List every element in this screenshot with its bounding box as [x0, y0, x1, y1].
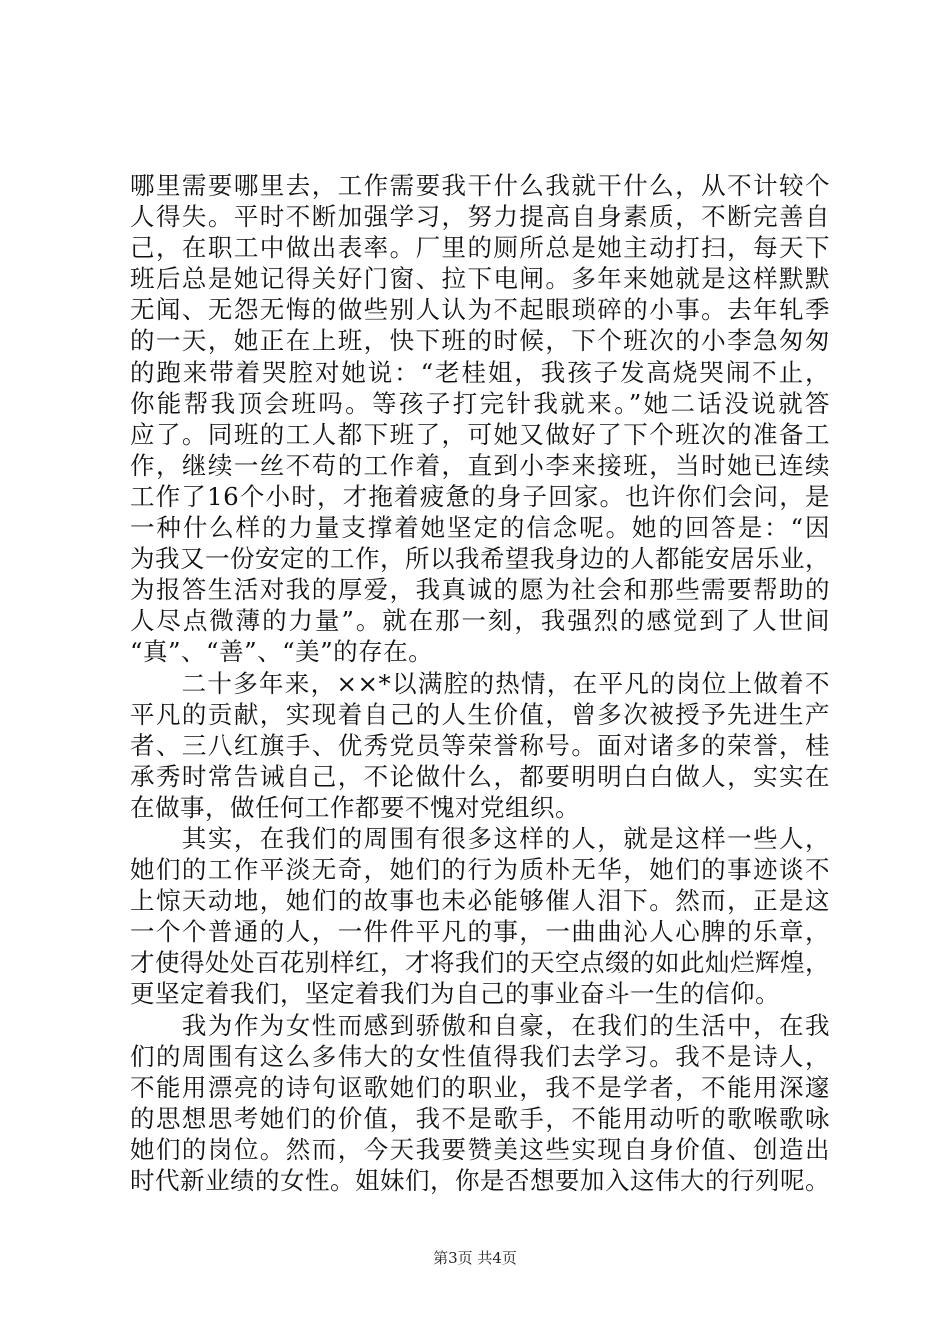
text-line: 更坚定着我们，坚定着我们为自己的事业奋斗一生的信仰。	[130, 979, 780, 1009]
page-footer	[0, 1248, 950, 1268]
text-line: 时代新业绩的女性。姐妹们，你是否想要加入这伟大的行列呢。	[130, 1166, 830, 1195]
text-line: 承秀时常告诫自己，不论做什么，都要明明白白做人，实实在	[130, 761, 830, 791]
text-line: 的跑来带着哭腔对她说：“老桂姐，我孩子发高烧哭闹不止，	[130, 357, 830, 387]
text-line: 者、三八红旗手、优秀党员等荣誉称号。面对诸多的荣誉，桂	[130, 730, 830, 760]
document-body	[130, 170, 830, 1196]
text-line: 们的周围有这么多伟大的女性值得我们去学习。我不是诗人，	[130, 1041, 830, 1071]
text-line: 无闻、无怨无悔的做些别人认为不起眼琐碎的小事。去年轧季	[130, 295, 830, 325]
text-line: 上惊天动地，她们的故事也未必能够催人泪下。然而，正是这	[130, 886, 830, 916]
text-line: 工作了16个小时，才拖着疲惫的身子回家。也许你们会问，是	[130, 481, 830, 511]
text-line: 在做事，做任何工作都要不愧对党组织。	[130, 792, 580, 822]
text-line: 人得失。平时不断加强学习，努力提高自身素质，不断完善自	[130, 202, 830, 232]
text-line: 她们的岗位。然而，今天我要赞美这些实现自身价值、创造出	[130, 1134, 830, 1164]
text-line: 一种什么样的力量支撑着她坚定的信念呢。她的回答是：“因	[130, 513, 830, 543]
text-line: 其实，在我们的周围有很多这样的人，就是这样一些人，	[130, 823, 830, 853]
text-line: 她们的工作平淡无奇，她们的行为质朴无华，她们的事迹谈不	[130, 855, 830, 885]
text-line: 平凡的贡献，实现着自己的人生价值，曾多次被授予先进生产	[130, 699, 830, 729]
text-line: 为报答生活对我的厚爱，我真诚的愿为社会和那些需要帮助的	[130, 575, 830, 605]
page-number: 第3页 共4页	[433, 1249, 517, 1267]
text-line: 的一天，她正在上班，快下班的时候，下个班次的小李急匆匆	[130, 326, 830, 356]
text-line: 哪里需要哪里去，工作需要我干什么我就干什么，从不计较个	[130, 171, 830, 200]
text-line: 二十多年来，××*以满腔的热情，在平凡的岗位上做着不	[130, 668, 830, 698]
text-line: 人尽点微薄的力量”。就在那一刻，我强烈的感觉到了人世间	[130, 606, 830, 636]
text-line: 我为作为女性而感到骄傲和自豪，在我们的生活中，在我	[130, 1010, 830, 1040]
text-line: 应了。同班的工人都下班了，可她又做好了下个班次的准备工	[130, 419, 830, 449]
text-line: 不能用漂亮的诗句讴歌她们的职业，我不是学者，不能用深邃	[130, 1072, 830, 1102]
text-line: 为我又一份安定的工作，所以我希望我身边的人都能安居乐业，	[130, 544, 830, 574]
text-line: 己，在职工中做出表率。厂里的厕所总是她主动打扫，每天下	[130, 233, 830, 263]
text-line: 作，继续一丝不苟的工作着，直到小李来接班，当时她已连续	[130, 450, 830, 480]
text-line: 你能帮我顶会班吗。等孩子打完针我就来。”她二话没说就答	[130, 388, 830, 418]
text-line: 班后总是她记得关好门窗、拉下电闸。多年来她就是这样默默	[130, 264, 830, 294]
text-line: 一个个普通的人，一件件平凡的事，一曲曲沁人心脾的乐章，	[130, 917, 830, 947]
text-line: 才使得处处百花别样红，才将我们的天空点缀的如此灿烂辉煌，	[130, 948, 830, 978]
text-line: “真”、“善”、“美”的存在。	[130, 637, 434, 667]
text-line: 的思想思考她们的价值，我不是歌手，不能用动听的歌喉歌咏	[130, 1103, 830, 1133]
